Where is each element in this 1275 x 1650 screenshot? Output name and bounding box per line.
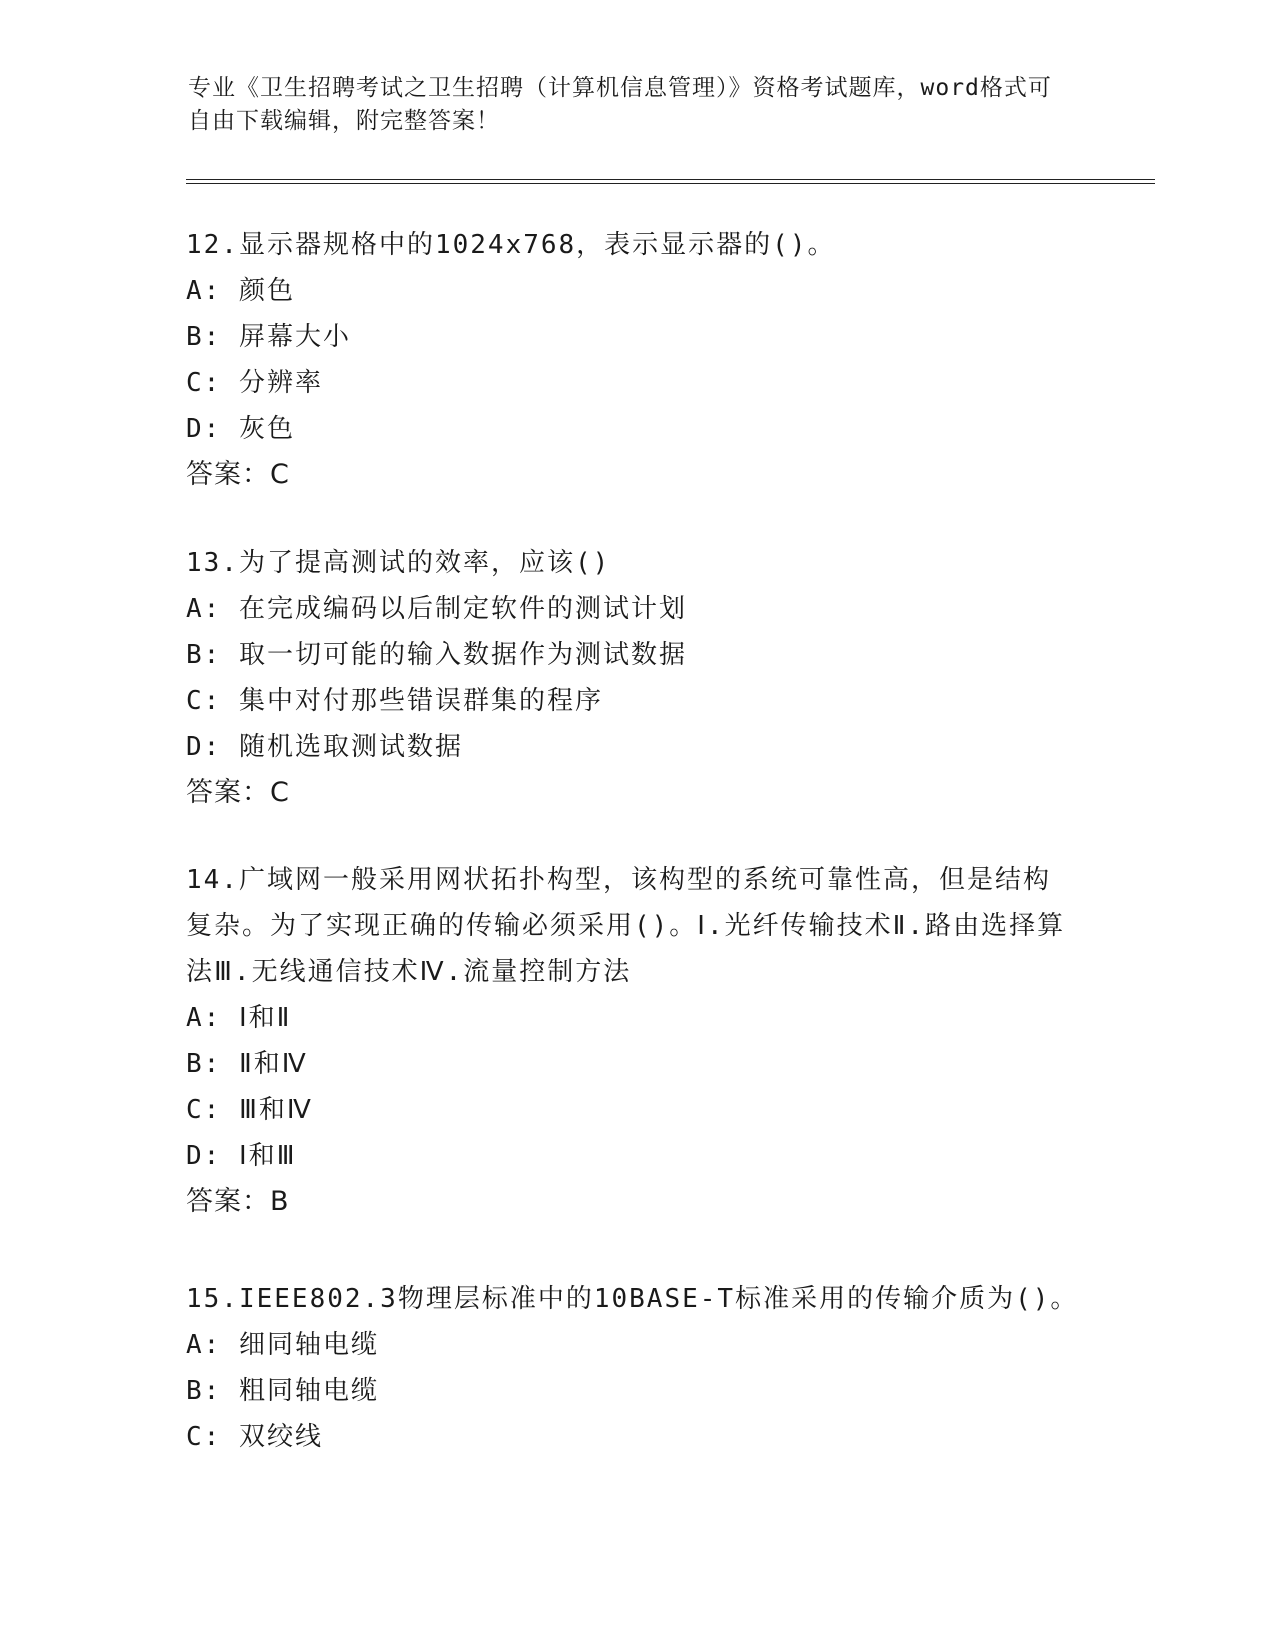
option-c: C: 集中对付那些错误群集的程序 xyxy=(186,686,603,716)
option-b: B: 取一切可能的输入数据作为测试数据 xyxy=(186,640,687,670)
option-a: A: Ⅰ和Ⅱ xyxy=(186,1003,292,1033)
answer-line: 答案：B xyxy=(186,1186,290,1217)
option-c: C: 分辨率 xyxy=(186,368,323,398)
option-a: A: 细同轴电缆 xyxy=(186,1330,379,1360)
question-stem: 12.显示器规格中的1024x768，表示显示器的()。 xyxy=(186,230,836,260)
question-stem: 13.为了提高测试的效率，应该() xyxy=(186,548,611,578)
header-divider-bottom xyxy=(186,183,1155,184)
option-c: C: Ⅲ和Ⅳ xyxy=(186,1095,313,1125)
document-header: 专业《卫生招聘考试之卫生招聘（计算机信息管理）》资格考试题库，word格式可自由下载编辑，附完整答案！ xyxy=(188,75,1052,134)
option-d: D: 灰色 xyxy=(186,414,295,444)
option-b: B: 屏幕大小 xyxy=(186,322,351,352)
option-d: D: Ⅰ和Ⅲ xyxy=(186,1141,297,1171)
option-a: A: 在完成编码以后制定软件的测试计划 xyxy=(186,594,687,624)
option-d: D: 随机选取测试数据 xyxy=(186,732,463,762)
option-b: B: Ⅱ和Ⅳ xyxy=(186,1049,308,1079)
question-12 xyxy=(186,222,1086,498)
question-stem: 15.IEEE802.3物理层标准中的10BASE-T标准采用的传输介质为()。 xyxy=(186,1284,1079,1314)
option-b: B: 粗同轴电缆 xyxy=(186,1376,379,1406)
answer-line: 答案：C xyxy=(186,777,290,808)
question-stem: 14.广域网一般采用网状拓扑构型，该构型的系统可靠性高，但是结构复杂。为了实现正确的传输必须采用()。Ⅰ.光纤传输技术Ⅱ.路由选择算法Ⅲ.无线通信技术Ⅳ.流量控制方法 xyxy=(186,865,1066,987)
option-a: A: 颜色 xyxy=(186,276,295,306)
question-14 xyxy=(186,857,1066,1225)
option-c: C: 双绞线 xyxy=(186,1422,323,1452)
question-15 xyxy=(186,1276,1086,1460)
question-13 xyxy=(186,540,1086,816)
header-divider-top xyxy=(186,179,1155,180)
answer-line: 答案：C xyxy=(186,459,290,490)
